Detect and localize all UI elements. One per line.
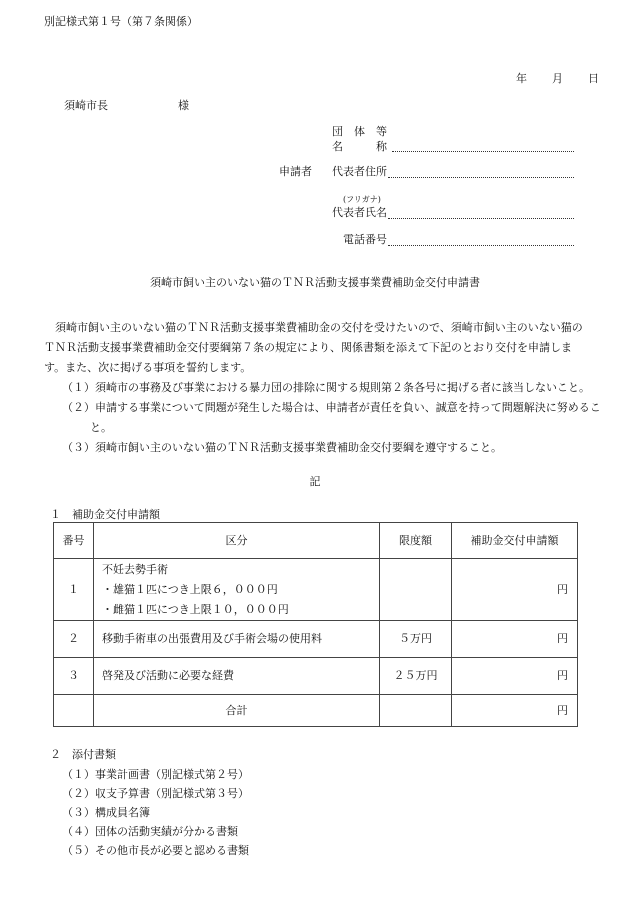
attachment-item: （１）事業計画書（別記様式第２号） xyxy=(62,768,249,781)
rep-name-label: 代表者氏名 xyxy=(332,206,387,219)
date-day: 日 xyxy=(588,72,599,85)
date-month: 月 xyxy=(552,72,563,85)
rep-name-field[interactable] xyxy=(388,206,574,219)
grant-table xyxy=(53,522,578,727)
attachment-item: （２）収支予算書（別記様式第３号） xyxy=(62,787,249,800)
furigana-label: (フリガナ) xyxy=(343,195,381,204)
date-line xyxy=(516,72,599,85)
rep-address-label: 代表者住所 xyxy=(332,165,387,178)
row-amount-input[interactable]: 円 xyxy=(452,621,578,658)
row-category: 啓発及び活動に必要な経費 xyxy=(94,658,380,695)
org-name-label-line2: 名 称 xyxy=(332,140,387,153)
row-limit: ２５万円 xyxy=(380,658,452,695)
row-limit xyxy=(380,559,452,621)
row-limit: ５万円 xyxy=(380,621,452,658)
phone-field[interactable] xyxy=(388,233,574,246)
rep-address-field[interactable] xyxy=(388,165,574,178)
form-label: 別記様式第１号（第７条関係） xyxy=(44,15,198,28)
table-row xyxy=(54,621,578,658)
row-amount-input[interactable]: 円 xyxy=(452,658,578,695)
row-category-line: ・雄猫１匹につき上限６，０００円 xyxy=(102,582,278,596)
row-amount-input[interactable]: 円 xyxy=(452,559,578,621)
row-category-line: ・雌猫１匹につき上限１０，０００円 xyxy=(102,602,289,616)
row-category: 移動手術車の出張費用及び手術会場の使用料 xyxy=(94,621,380,658)
section2-heading: ２ 添付書類 xyxy=(50,748,116,761)
header-number: 番号 xyxy=(54,523,94,559)
table-row xyxy=(54,658,578,695)
addressee: 須崎市長 xyxy=(64,99,108,112)
row-number: ２ xyxy=(54,621,94,658)
table-total-row xyxy=(54,695,578,727)
document-title: 須崎市飼い主のいない猫のＴＮＲ活動支援事業費補助金交付申請書 xyxy=(150,276,480,289)
header-limit: 限度額 xyxy=(380,523,452,559)
row-category-line: 不妊去勢手術 xyxy=(102,562,168,576)
table-row xyxy=(54,559,578,621)
ki-marker: 記 xyxy=(309,475,321,488)
header-amount: 補助金交付申請額 xyxy=(452,523,578,559)
table-header-row xyxy=(54,523,578,559)
row-number: １ xyxy=(54,559,94,621)
total-number-cell xyxy=(54,695,94,727)
total-label: 合計 xyxy=(94,695,380,727)
date-year: 年 xyxy=(516,72,527,85)
body-paragraph: 須崎市飼い主のいない猫のＴＮＲ活動支援事業費補助金の交付を受けたいので、須崎市飼い主のいない猫のＴＮＲ活動支援事業費補助金交付要綱第７条の規定により、関係書類を添えて下記のとおり交付を申請します。また、次に掲げる事項を誓約します。 xyxy=(44,321,583,374)
row-number: ３ xyxy=(54,658,94,695)
total-limit-cell xyxy=(380,695,452,727)
header-category: 区分 xyxy=(94,523,380,559)
pledge-item-2: （２）申請する事業について問題が発生した場合は、申請者が責任を負い、誠意を持って問題解決に努めること。 xyxy=(62,401,601,434)
applicant-section-label: 申請者 xyxy=(279,165,312,178)
phone-label: 電話番号 xyxy=(343,233,387,246)
org-name-field[interactable] xyxy=(392,139,574,152)
attachment-item: （５）その他市長が必要と認める書類 xyxy=(62,844,249,857)
org-name-label-line1: 団 体 等 xyxy=(332,125,387,138)
pledge-item-1: （１）須崎市の事務及び事業における暴力団の排除に関する規則第２条各号に掲げる者に該当しないこと。 xyxy=(62,381,590,394)
attachment-item: （３）構成員名簿 xyxy=(62,806,150,819)
pledge-item-3: （３）須崎市飼い主のいない猫のＴＮＲ活動支援事業費補助金交付要綱を遵守すること。 xyxy=(62,441,502,454)
attachment-item: （４）団体の活動実績が分かる書類 xyxy=(62,825,238,838)
honorific: 様 xyxy=(178,99,189,112)
section1-heading: １ 補助金交付申請額 xyxy=(50,508,160,521)
row-category xyxy=(94,559,380,621)
total-amount-input[interactable]: 円 xyxy=(452,695,578,727)
